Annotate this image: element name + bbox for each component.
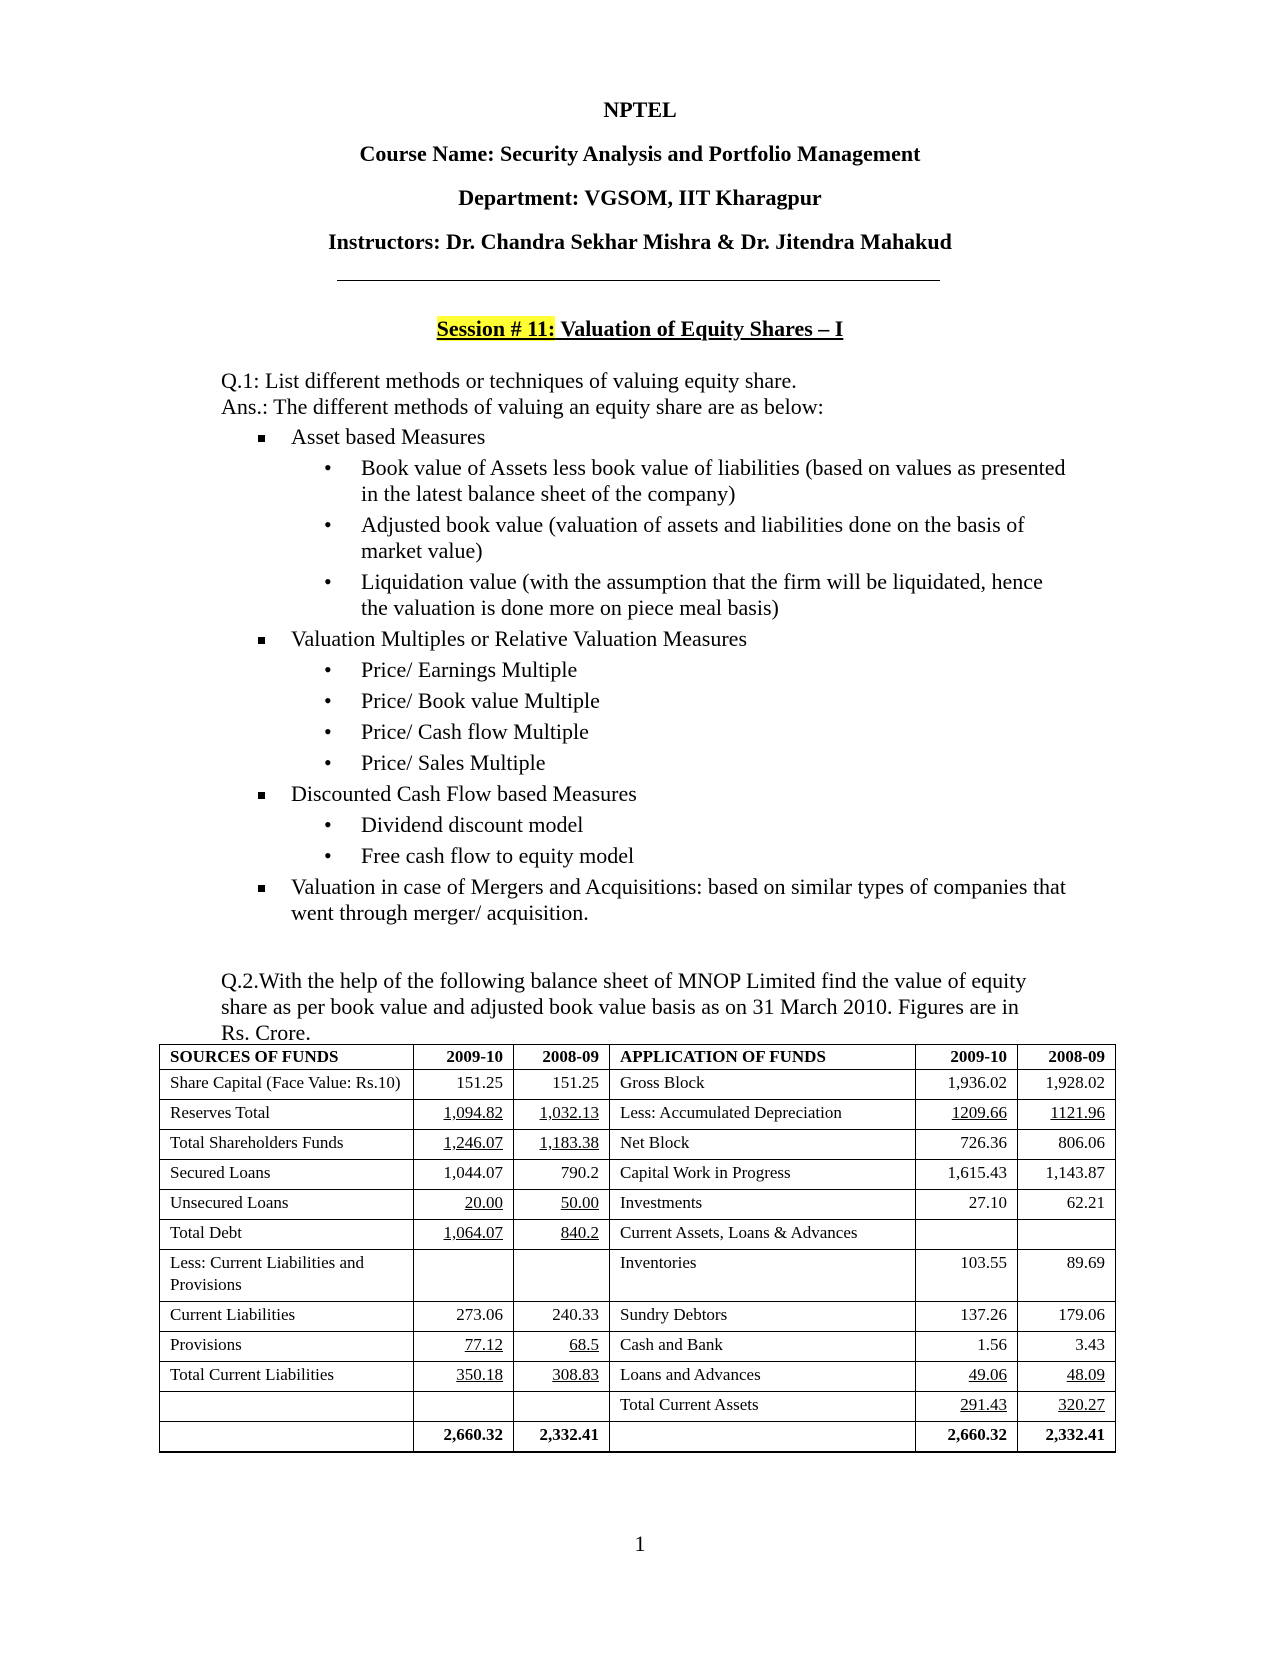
cell-text: 2,332.41 (1045, 1425, 1105, 1444)
amount-cell (916, 1392, 1018, 1422)
label-cell (160, 1332, 414, 1362)
cell-text: 2,660.32 (443, 1425, 503, 1444)
cell-text: 1,032.13 (539, 1103, 599, 1122)
cell-text: 806.06 (1058, 1133, 1105, 1152)
cell-text: Unsecured Loans (170, 1193, 289, 1212)
cell-text: Investments (620, 1193, 703, 1212)
amount-cell (414, 1332, 514, 1362)
label-cell (160, 1422, 414, 1453)
cell-text: 2,332.41 (539, 1425, 599, 1444)
table-row (160, 1422, 1116, 1453)
cell-text: 68.5 (569, 1335, 599, 1354)
cell-text: Total Shareholders Funds (170, 1133, 344, 1152)
session-heading (0, 315, 1280, 343)
amount-cell (916, 1250, 1018, 1302)
cell-text: 50.00 (560, 1193, 599, 1212)
cell-text: 1,936.02 (947, 1073, 1007, 1092)
cell-text: 1.56 (977, 1335, 1007, 1354)
cell-text: Total Current Liabilities (170, 1365, 335, 1384)
label-cell (160, 1130, 414, 1160)
amount-cell (414, 1130, 514, 1160)
instructors: Instructors: Dr. Chandra Sekhar Mishra & Dr. Jitendra Mahakud (328, 229, 952, 254)
balance-sheet-table (159, 1044, 1116, 1453)
method-item-text: Liquidation value (with the assumption that the firm will be liquidated, hence the valuation is done more on piece meal basis) (361, 569, 1043, 620)
table-row (160, 1100, 1116, 1130)
amount-cell (1018, 1250, 1116, 1302)
cell-text: 1121.96 (1050, 1103, 1105, 1122)
amount-cell (414, 1250, 514, 1302)
department: Department: VGSOM, IIT Kharagpur (458, 185, 822, 210)
amount-cell (514, 1392, 610, 1422)
round-bullet-icon: • (324, 455, 332, 480)
label-cell (610, 1250, 916, 1302)
table-row (160, 1362, 1116, 1392)
square-bullet-icon (258, 637, 265, 644)
cell-text: 89.69 (1066, 1253, 1105, 1272)
amount-cell (514, 1220, 610, 1250)
column-header: 2008-09 (514, 1045, 610, 1070)
cell-text: Secured Loans (170, 1163, 271, 1182)
amount-cell (1018, 1362, 1116, 1392)
amount-cell (514, 1362, 610, 1392)
method-item-text: Price/ Earnings Multiple (361, 657, 578, 682)
cell-text: 1,064.07 (443, 1223, 503, 1242)
label-cell (610, 1190, 916, 1220)
amount-cell (414, 1302, 514, 1332)
label-cell (160, 1190, 414, 1220)
cell-text: 308.83 (552, 1365, 599, 1384)
method-item-text: Dividend discount model (361, 812, 584, 837)
cell-text: 1,615.43 (947, 1163, 1007, 1182)
course-name: Course Name: Security Analysis and Portfolio Management (359, 141, 921, 166)
q2-text: Q.2.With the help of the following balance sheet of MNOP Limited find the value of equity share as per book value and adjusted book value basis as on 31 March 2010. Figures are in Rs. Crore. (221, 968, 1027, 1045)
cell-text: 48.09 (1066, 1365, 1105, 1384)
label-cell (610, 1422, 916, 1453)
amount-cell (414, 1392, 514, 1422)
label-cell (160, 1250, 414, 1302)
amount-cell (514, 1160, 610, 1190)
cell-text: Current Assets, Loans & Advances (620, 1223, 858, 1242)
amount-cell (514, 1302, 610, 1332)
q1-section (221, 368, 1071, 931)
amount-cell (1018, 1130, 1116, 1160)
method-item (291, 455, 1071, 507)
column-header: SOURCES OF FUNDS (160, 1045, 414, 1070)
method-group-label: Valuation in case of Mergers and Acquisitions: based on similar types of companies that went through merger/ acquisition. (291, 874, 1066, 925)
cell-text: 273.06 (456, 1305, 503, 1324)
cell-text: 62.21 (1066, 1193, 1105, 1212)
method-item-text: Book value of Assets less book value of liabilities (based on values as presented in the latest balance sheet of the company) (361, 455, 1066, 506)
cell-text: 1,143.87 (1045, 1163, 1105, 1182)
method-item-text: Free cash flow to equity model (361, 843, 635, 868)
cell-text: Net Block (620, 1133, 690, 1152)
q1-question: Q.1: List different methods or techniques of valuing equity share. (221, 368, 797, 393)
amount-cell (514, 1250, 610, 1302)
square-bullet-icon (258, 885, 265, 892)
amount-cell (916, 1220, 1018, 1250)
cell-text: Current Liabilities (170, 1305, 296, 1324)
cell-text: Total Current Assets (620, 1395, 759, 1414)
cell-text: 320.27 (1058, 1395, 1105, 1414)
column-header: 2009-10 (414, 1045, 514, 1070)
cell-text: 1209.66 (951, 1103, 1007, 1122)
method-item (291, 843, 1071, 869)
header-rule (337, 280, 940, 281)
table-row (160, 1332, 1116, 1362)
label-cell (610, 1160, 916, 1190)
cell-text: 240.33 (552, 1305, 599, 1324)
amount-cell (1018, 1190, 1116, 1220)
amount-cell (916, 1070, 1018, 1100)
amount-cell (916, 1362, 1018, 1392)
table-row (160, 1302, 1116, 1332)
table-header-row (160, 1045, 1116, 1070)
method-item (291, 657, 1071, 683)
amount-cell (514, 1070, 610, 1100)
round-bullet-icon: • (324, 750, 332, 775)
cell-text: Cash and Bank (620, 1335, 723, 1354)
method-item-text: Price/ Book value Multiple (361, 688, 600, 713)
column-header: 2009-10 (916, 1045, 1018, 1070)
label-cell (610, 1130, 916, 1160)
cell-text: 20.00 (464, 1193, 503, 1212)
label-cell (610, 1362, 916, 1392)
cell-text: 726.36 (960, 1133, 1007, 1152)
table-row (160, 1070, 1116, 1100)
label-cell (160, 1160, 414, 1190)
label-cell (160, 1392, 414, 1422)
cell-text: Reserves Total (170, 1103, 270, 1122)
column-header: 2008-09 (1018, 1045, 1116, 1070)
cell-text: 179.06 (1058, 1305, 1105, 1324)
amount-cell (916, 1160, 1018, 1190)
amount-cell (916, 1130, 1018, 1160)
cell-text: Provisions (170, 1335, 242, 1354)
amount-cell (414, 1362, 514, 1392)
q1-answer: Ans.: The different methods of valuing an equity share are as below: (221, 394, 824, 419)
cell-text: 27.10 (968, 1193, 1007, 1212)
amount-cell (916, 1302, 1018, 1332)
amount-cell (414, 1160, 514, 1190)
round-bullet-icon: • (324, 843, 332, 868)
cell-text: 3.43 (1075, 1335, 1105, 1354)
amount-cell (916, 1190, 1018, 1220)
method-group-label: Asset based Measures (291, 424, 486, 449)
table-row (160, 1250, 1116, 1302)
amount-cell (514, 1190, 610, 1220)
method-group (221, 874, 1071, 926)
method-item-text: Price/ Cash flow Multiple (361, 719, 589, 744)
label-cell (610, 1392, 916, 1422)
session-label: Session # 11: (436, 316, 556, 341)
amount-cell (1018, 1070, 1116, 1100)
cell-text: Inventories (620, 1253, 697, 1272)
method-group (221, 781, 1071, 869)
amount-cell (414, 1190, 514, 1220)
amount-cell (414, 1220, 514, 1250)
amount-cell (414, 1422, 514, 1453)
amount-cell (1018, 1422, 1116, 1453)
label-cell (610, 1302, 916, 1332)
column-header: APPLICATION OF FUNDS (610, 1045, 916, 1070)
label-cell (610, 1070, 916, 1100)
methods-list (221, 424, 1071, 926)
square-bullet-icon (258, 435, 265, 442)
method-group-label: Valuation Multiples or Relative Valuation Measures (291, 626, 748, 651)
amount-cell (916, 1422, 1018, 1453)
page-number: 1 (634, 1531, 646, 1556)
amount-cell (414, 1100, 514, 1130)
square-bullet-icon (258, 792, 265, 799)
cell-text: 1,094.82 (443, 1103, 503, 1122)
method-item (291, 688, 1071, 714)
round-bullet-icon: • (324, 569, 332, 594)
amount-cell (1018, 1100, 1116, 1130)
amount-cell (1018, 1160, 1116, 1190)
round-bullet-icon: • (324, 657, 332, 682)
amount-cell (514, 1422, 610, 1453)
amount-cell (514, 1100, 610, 1130)
cell-text: 840.2 (560, 1223, 599, 1242)
table-row (160, 1190, 1116, 1220)
cell-text: 137.26 (960, 1305, 1007, 1324)
cell-text: Loans and Advances (620, 1365, 761, 1384)
method-item-text: Adjusted book value (valuation of assets and liabilities done on the basis of market value) (361, 512, 1025, 563)
table-row (160, 1220, 1116, 1250)
label-cell (160, 1302, 414, 1332)
method-group-label: Discounted Cash Flow based Measures (291, 781, 637, 806)
cell-text: 2,660.32 (947, 1425, 1007, 1444)
cell-text: 1,044.07 (443, 1163, 503, 1182)
amount-cell (414, 1070, 514, 1100)
amount-cell (916, 1100, 1018, 1130)
label-cell (160, 1362, 414, 1392)
session-title: Valuation of Equity Shares – I (555, 316, 844, 341)
method-item (291, 512, 1071, 564)
label-cell (160, 1070, 414, 1100)
label-cell (160, 1220, 414, 1250)
amount-cell (514, 1332, 610, 1362)
cell-text: 151.25 (456, 1073, 503, 1092)
amount-cell (1018, 1392, 1116, 1422)
cell-text: 103.55 (960, 1253, 1007, 1272)
label-cell (610, 1100, 916, 1130)
round-bullet-icon: • (324, 719, 332, 744)
cell-text: 151.25 (552, 1073, 599, 1092)
amount-cell (514, 1130, 610, 1160)
cell-text: Total Debt (170, 1223, 242, 1242)
cell-text: 790.2 (560, 1163, 599, 1182)
amount-cell (1018, 1302, 1116, 1332)
method-item (291, 812, 1071, 838)
cell-text: 1,246.07 (443, 1133, 503, 1152)
cell-text: Sundry Debtors (620, 1305, 728, 1324)
org-title: NPTEL (603, 97, 677, 122)
cell-text: 49.06 (968, 1365, 1007, 1384)
amount-cell (1018, 1332, 1116, 1362)
round-bullet-icon: • (324, 688, 332, 713)
cell-text: Less: Accumulated Depreciation (620, 1103, 842, 1122)
label-cell (610, 1220, 916, 1250)
method-item-text: Price/ Sales Multiple (361, 750, 546, 775)
label-cell (160, 1100, 414, 1130)
table-row (160, 1130, 1116, 1160)
cell-text: Capital Work in Progress (620, 1163, 791, 1182)
round-bullet-icon: • (324, 512, 332, 537)
method-item (291, 569, 1071, 621)
cell-text: Gross Block (620, 1073, 705, 1092)
cell-text: Less: Current Liabilities and Provisions (170, 1253, 365, 1294)
method-group (221, 424, 1071, 621)
amount-cell (1018, 1220, 1116, 1250)
table-row (160, 1392, 1116, 1422)
method-group (221, 626, 1071, 776)
cell-text: Share Capital (Face Value: Rs.10) (170, 1073, 401, 1092)
amount-cell (916, 1332, 1018, 1362)
round-bullet-icon: • (324, 812, 332, 837)
cell-text: 350.18 (456, 1365, 503, 1384)
cell-text: 291.43 (960, 1395, 1007, 1414)
method-item (291, 750, 1071, 776)
method-item (291, 719, 1071, 745)
cell-text: 77.12 (464, 1335, 503, 1354)
label-cell (610, 1332, 916, 1362)
table-row (160, 1160, 1116, 1190)
cell-text: 1,183.38 (539, 1133, 599, 1152)
cell-text: 1,928.02 (1045, 1073, 1105, 1092)
